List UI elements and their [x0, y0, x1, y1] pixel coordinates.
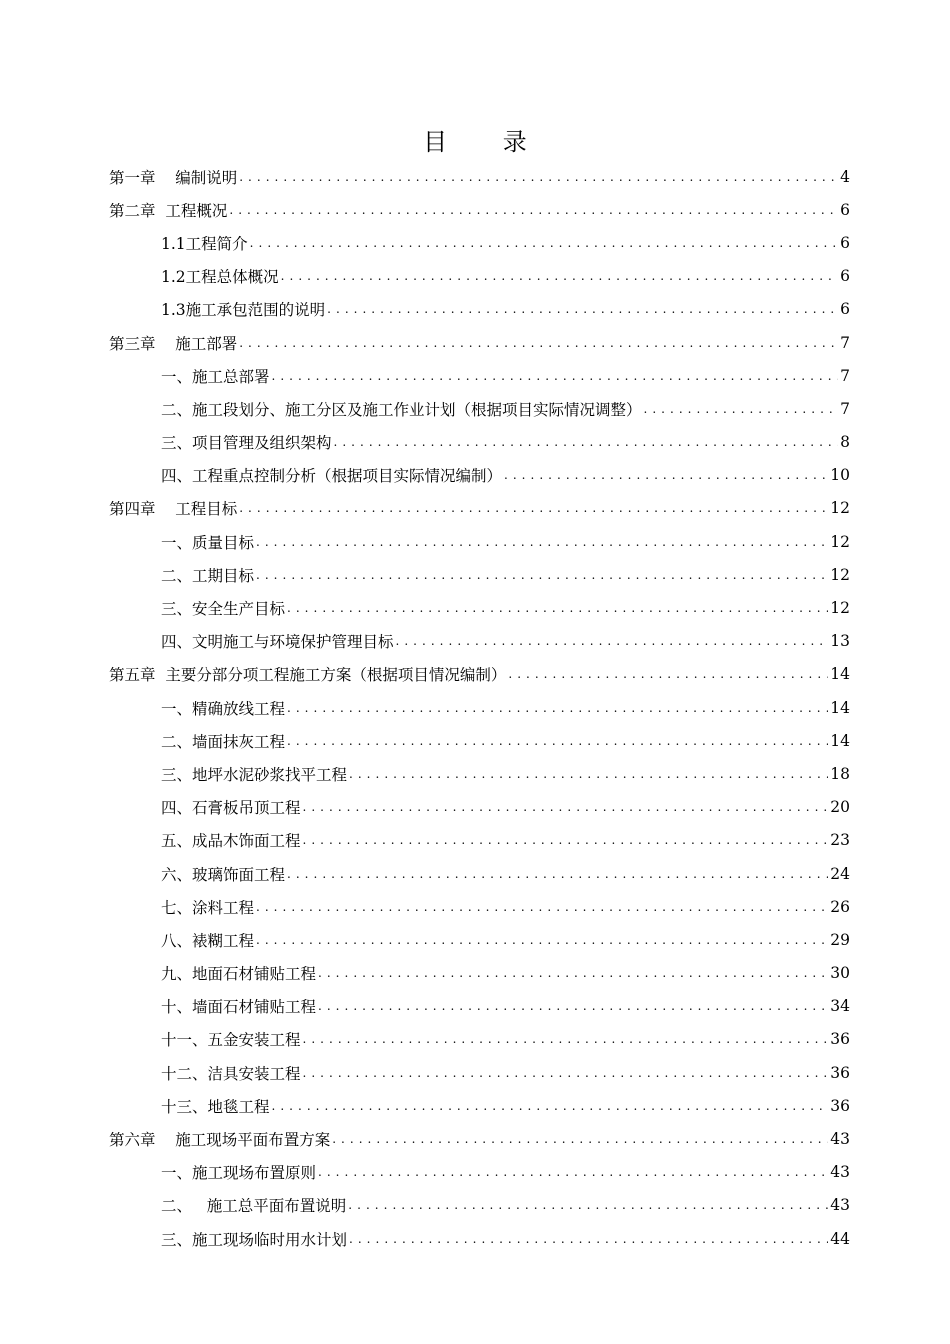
toc-entry[interactable]	[161, 525, 850, 558]
toc-entry-label: 四、文明施工与环境保护管理目标	[161, 633, 394, 652]
toc-dot-leader	[272, 1097, 829, 1115]
toc-entry[interactable]	[161, 691, 850, 724]
toc-entry-label: 一、质量目标	[161, 533, 255, 552]
toc-dot-leader	[303, 1064, 829, 1082]
toc-entry-page-number: 24	[830, 864, 850, 883]
toc-entry[interactable]	[161, 625, 850, 658]
toc-entry-label: 三、安全生产目标	[161, 600, 286, 619]
toc-dot-leader	[348, 1196, 828, 1214]
toc-entry-page-number: 7	[840, 366, 850, 385]
toc-entry-page-number: 12	[830, 532, 850, 551]
toc-entry-label: 1.1工程简介	[161, 234, 248, 253]
toc-dot-leader	[504, 466, 828, 484]
toc-dot-leader	[318, 997, 828, 1015]
toc-entry-page-number: 36	[830, 1096, 850, 1115]
toc-entry-page-number: 29	[830, 930, 850, 949]
toc-entry[interactable]	[109, 160, 850, 193]
toc-entry-label: 十、墙面石材铺贴工程	[161, 998, 317, 1017]
toc-dot-leader	[303, 798, 829, 816]
toc-entry-page-number: 43	[830, 1130, 850, 1149]
toc-entry[interactable]	[161, 591, 850, 624]
toc-entry[interactable]	[161, 426, 850, 459]
toc-dot-leader	[508, 665, 828, 683]
toc-entry-page-number: 34	[830, 997, 850, 1016]
toc-dot-leader	[318, 964, 828, 982]
toc-entry[interactable]	[161, 724, 850, 757]
toc-entry-label: 七、涂料工程	[161, 898, 255, 917]
toc-entry[interactable]	[161, 260, 850, 293]
toc-entry-page-number: 7	[840, 333, 850, 352]
toc-entry-page-number: 14	[830, 698, 850, 717]
toc-dot-leader	[287, 599, 828, 617]
toc-entry-label: 四、石膏板吊顶工程	[161, 799, 301, 818]
toc-entry[interactable]	[161, 1189, 850, 1222]
toc-entry-label: 三、项目管理及组织架构	[161, 434, 332, 453]
toc-dot-leader	[281, 267, 838, 285]
toc-dot-leader	[303, 831, 829, 849]
toc-entry-label: 一、施工总部署	[161, 367, 270, 386]
toc-entry-page-number: 8	[840, 433, 850, 452]
toc-entry-label: 四、工程重点控制分析（根据项目实际情况编制）	[161, 467, 503, 486]
toc-entry-label: 二、工期目标	[161, 566, 255, 585]
toc-entry-label: 二、施工段划分、施工分区及施工作业计划（根据项目实际情况调整）	[161, 400, 642, 419]
toc-entry-page-number: 13	[830, 632, 850, 651]
toc-dot-leader	[287, 732, 828, 750]
toc-entry[interactable]	[161, 923, 850, 956]
toc-entry-label: 三、地坪水泥砂浆找平工程	[161, 765, 348, 784]
toc-entry-page-number: 6	[840, 267, 850, 286]
toc-entry-page-number: 26	[830, 897, 850, 916]
toc-dot-leader	[256, 566, 828, 584]
toc-dot-leader	[239, 334, 838, 352]
toc-entry[interactable]	[161, 990, 850, 1023]
toc-entry[interactable]	[161, 392, 850, 425]
toc-dot-leader	[272, 367, 839, 385]
toc-entry[interactable]	[161, 957, 850, 990]
toc-dot-leader	[287, 865, 828, 883]
toc-entry-label: 十三、地毯工程	[161, 1097, 270, 1116]
toc-entry-page-number: 23	[830, 831, 850, 850]
toc-entry[interactable]	[161, 857, 850, 890]
toc-entry-page-number: 43	[830, 1163, 850, 1182]
toc-entry-label: 五、成品木饰面工程	[161, 832, 301, 851]
toc-entry-page-number: 12	[830, 599, 850, 618]
toc-entry-page-number: 10	[830, 466, 850, 485]
toc-entry[interactable]	[161, 359, 850, 392]
toc-entry-label: 十一、五金安装工程	[161, 1031, 301, 1050]
toc-entry-label: 第四章 工程目标	[109, 500, 238, 519]
toc-entry[interactable]	[161, 1222, 850, 1255]
toc-entry-page-number: 12	[830, 499, 850, 518]
toc-entry-label: 第三章 施工部署	[109, 334, 238, 353]
toc-dot-leader	[239, 168, 838, 186]
toc-dot-leader	[303, 1030, 829, 1048]
toc-entry-page-number: 44	[830, 1229, 850, 1248]
toc-dot-leader	[239, 499, 828, 517]
toc-entry-label: 六、玻璃饰面工程	[161, 865, 286, 884]
toc-entry[interactable]	[161, 459, 850, 492]
toc-dot-leader	[349, 765, 828, 783]
toc-entry-label: 1.2工程总体概况	[161, 268, 279, 287]
toc-dot-leader	[332, 1130, 828, 1148]
toc-entry[interactable]	[161, 791, 850, 824]
toc-entry-page-number: 18	[830, 764, 850, 783]
toc-dot-leader	[334, 433, 839, 451]
toc-dot-leader	[349, 1230, 828, 1248]
toc-entry-label: 第二章 工程概况	[109, 201, 228, 220]
toc-dot-leader	[318, 1163, 828, 1181]
toc-entry[interactable]	[109, 658, 850, 691]
toc-dot-leader	[287, 699, 828, 717]
toc-dot-leader	[327, 300, 838, 318]
toc-entry-label: 二、 施工总平面布置说明	[161, 1197, 347, 1216]
toc-entry[interactable]	[161, 1023, 850, 1056]
toc-entry-page-number: 4	[840, 167, 850, 186]
table-of-contents	[0, 160, 950, 1255]
toc-entry-page-number: 20	[830, 798, 850, 817]
toc-entry-label: 十二、洁具安装工程	[161, 1064, 301, 1083]
toc-entry[interactable]	[161, 293, 850, 326]
toc-entry-page-number: 14	[830, 665, 850, 684]
toc-entry[interactable]	[161, 1156, 850, 1189]
toc-entry[interactable]	[161, 757, 850, 790]
toc-entry-label: 第五章 主要分部分项工程施工方案（根据项目情况编制）	[109, 666, 507, 685]
toc-entry-page-number: 36	[830, 1063, 850, 1082]
toc-dot-leader	[644, 400, 839, 418]
toc-entry-label: 一、施工现场布置原则	[161, 1164, 317, 1183]
toc-dot-leader	[256, 533, 828, 551]
toc-dot-leader	[256, 931, 828, 949]
toc-entry-label: 第一章 编制说明	[109, 168, 238, 187]
toc-dot-leader	[396, 632, 829, 650]
toc-entry-label: 三、施工现场临时用水计划	[161, 1230, 348, 1249]
toc-dot-leader	[256, 898, 828, 916]
toc-entry-page-number: 14	[830, 731, 850, 750]
toc-entry[interactable]	[161, 1089, 850, 1122]
toc-title: 目 录	[423, 128, 551, 156]
toc-entry-label: 八、裱糊工程	[161, 931, 255, 950]
toc-dot-leader	[229, 201, 838, 219]
toc-entry-label: 一、精确放线工程	[161, 699, 286, 718]
toc-entry-label: 九、地面石材铺贴工程	[161, 965, 317, 984]
toc-entry-page-number: 7	[840, 399, 850, 418]
toc-entry[interactable]	[109, 326, 850, 359]
toc-entry[interactable]	[161, 226, 850, 259]
toc-entry-page-number: 12	[830, 565, 850, 584]
toc-entry[interactable]	[161, 558, 850, 591]
toc-entry[interactable]	[161, 824, 850, 857]
toc-entry-page-number: 6	[840, 233, 850, 252]
toc-entry-page-number: 36	[830, 1030, 850, 1049]
toc-entry[interactable]	[109, 1122, 850, 1155]
toc-entry-page-number: 30	[830, 964, 850, 983]
toc-entry-label: 第六章 施工现场平面布置方案	[109, 1131, 331, 1150]
toc-dot-leader	[250, 234, 838, 252]
toc-entry-label: 二、墙面抹灰工程	[161, 732, 286, 751]
toc-entry[interactable]	[109, 492, 850, 525]
toc-entry-page-number: 6	[840, 300, 850, 319]
toc-entry-label: 1.3施工承包范围的说明	[161, 301, 326, 320]
toc-entry[interactable]	[161, 890, 850, 923]
toc-entry-page-number: 6	[840, 200, 850, 219]
toc-entry[interactable]	[109, 193, 850, 226]
toc-entry[interactable]	[161, 1056, 850, 1089]
toc-entry-page-number: 43	[830, 1196, 850, 1215]
